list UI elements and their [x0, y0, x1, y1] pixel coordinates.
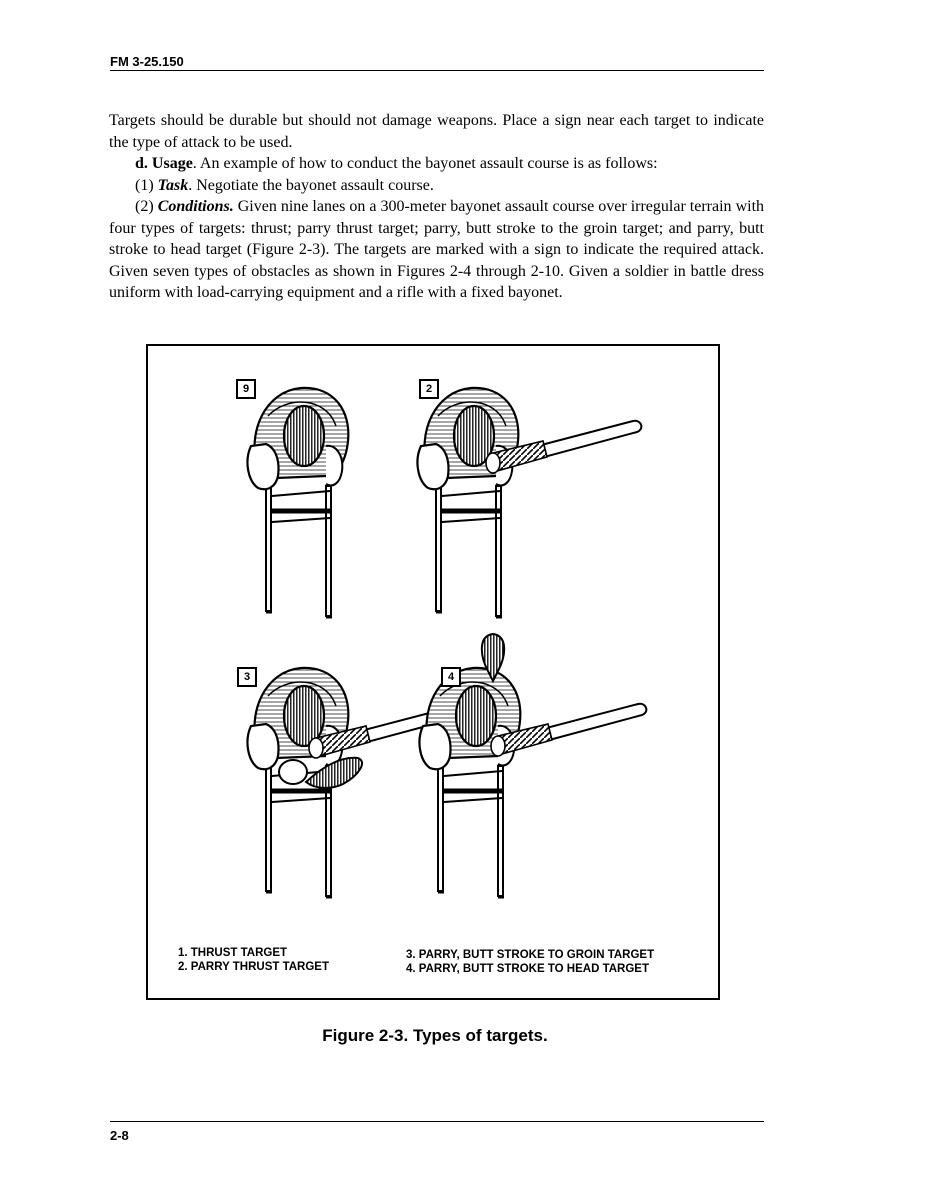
legend-item: 4. PARRY, BUTT STROKE TO HEAD TARGET: [406, 962, 650, 975]
item-number: (1): [135, 176, 154, 194]
panel-label: 3: [237, 667, 257, 687]
figure-box: [146, 344, 720, 1000]
item-title: Task: [157, 176, 189, 194]
legend-right: [406, 949, 654, 976]
paragraph-task: [109, 175, 764, 197]
legend-item: 3. PARRY, BUTT STROKE TO GROIN TARGET: [406, 949, 655, 961]
paragraph-conditions: [109, 196, 764, 304]
paragraph-usage: [109, 153, 764, 175]
page-number: 2-8: [110, 1128, 129, 1143]
panel-label: 4: [441, 667, 461, 687]
item-text: Given nine lanes on a 300-meter bayonet assault course over irregular terrain with four types of targets: thrust; parry thrust target; parry, butt stroke to the groin target; and parry, butt stroke to head target (Figure 2-3). The targets are marked with a sign to indicate the required attack. Given seven types of obstacles as shown in Figures 2-4 through 2-10. Given a soldier in battle dress uniform with load-carrying equipment and a rifle with a fixed bayonet.: [109, 198, 765, 301]
item-title: Conditions.: [157, 198, 234, 215]
body-text: [109, 110, 764, 304]
targets-illustration: [148, 346, 717, 997]
item-text: . An example of how to conduct the bayonet assault course is as follows:: [192, 155, 658, 172]
page-header: [110, 54, 764, 71]
legend-item: 1. THRUST TARGET: [178, 947, 288, 959]
item-number: (2): [135, 198, 154, 215]
item-title: Usage: [151, 155, 193, 172]
panel-label: 9: [236, 379, 256, 399]
figure-caption: Figure 2-3. Types of targets.: [322, 1026, 548, 1045]
legend-left: [178, 947, 329, 974]
item-letter: d.: [135, 155, 148, 172]
paragraph-targets: Targets should be durable but should not damage weapons. Place a sign near each target to indicate the type of attack to be used.: [109, 112, 764, 151]
item-text: . Negotiate the bayonet assault course.: [188, 176, 434, 194]
document-id: FM 3-25.150: [110, 54, 184, 69]
panel-label: 2: [419, 379, 439, 399]
legend-item: 2. PARRY THRUST TARGET: [178, 960, 329, 973]
page-footer: [110, 1121, 764, 1143]
